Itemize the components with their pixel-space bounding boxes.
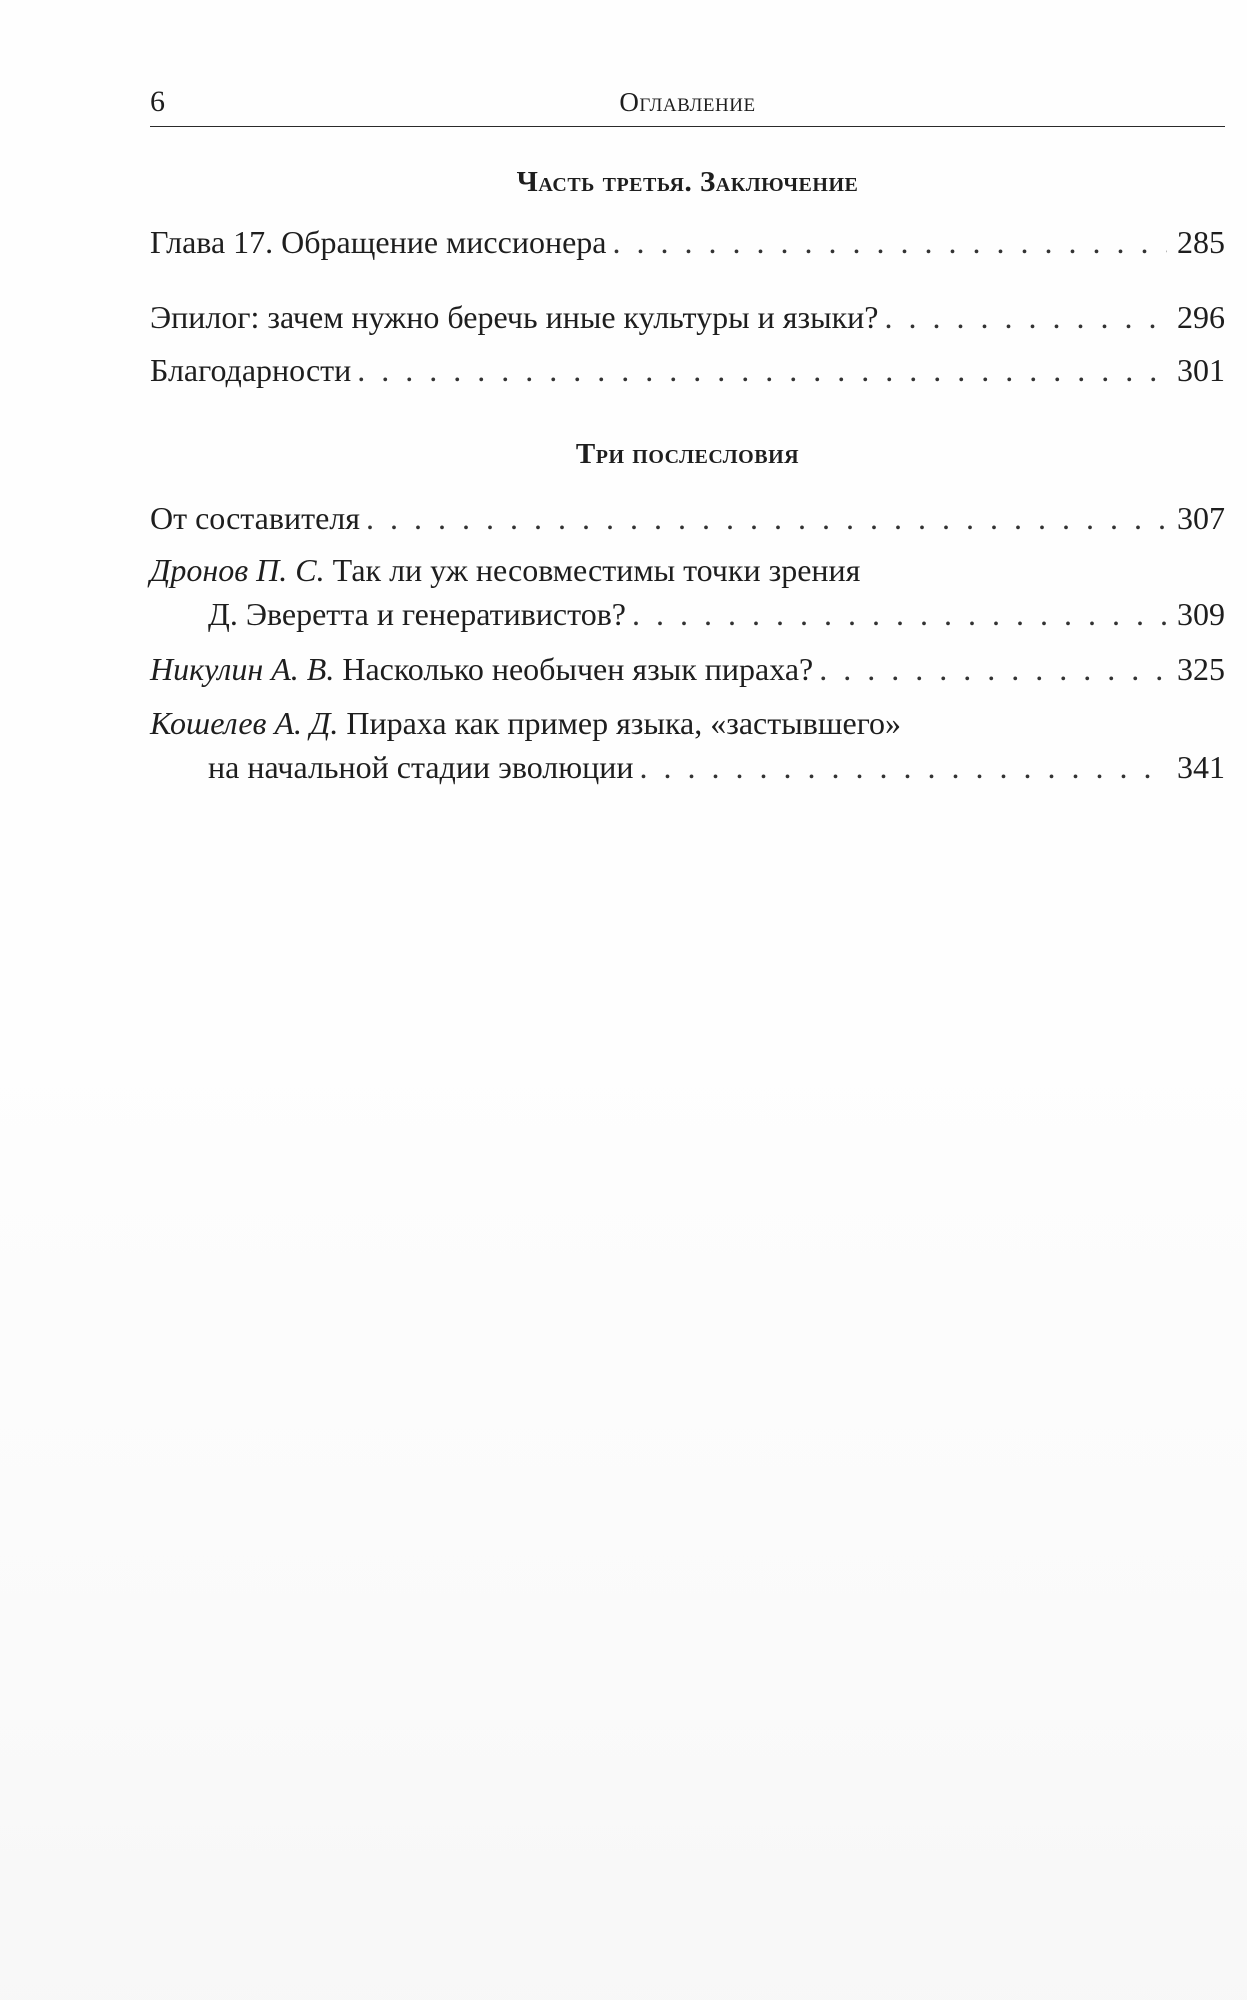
entry-title-line2: Д. Эверетта и генеративистов? (208, 596, 626, 632)
entry-page-number: 285 (1177, 224, 1225, 260)
entry-title: Насколько необычен язык пираха? (342, 651, 814, 687)
dot-leader (357, 350, 1167, 390)
page-number: 6 (150, 85, 165, 118)
entry-title-line1: Так ли уж несовместимы точки зрения (332, 552, 861, 588)
dot-leader (632, 594, 1167, 634)
entry-author: Кошелев А. Д. (150, 705, 339, 741)
running-title: Оглавление (619, 87, 756, 117)
entry-author: Дронов П. С. (150, 552, 325, 588)
toc-entry[interactable] (150, 649, 1225, 689)
dot-leader (884, 297, 1167, 337)
entry-page-number: 301 (1177, 352, 1225, 388)
entry-title-line2: на начальной стадии эволюции (208, 749, 634, 785)
running-head (150, 82, 1225, 127)
entry-title: Благодарности (150, 352, 352, 388)
dot-leader (819, 649, 1167, 689)
toc-entry[interactable] (150, 297, 1225, 337)
dot-leader (640, 747, 1167, 787)
entry-title: Эпилог: зачем нужно беречь иные культуры и языки? (150, 299, 879, 335)
section-title: Часть третья. Заключение (516, 166, 859, 198)
entry-page-number: 296 (1177, 299, 1225, 335)
paper-show-through (0, 1000, 1247, 2000)
entry-title: Глава 17. Обращение миссионера (150, 224, 607, 260)
toc-entry[interactable] (150, 350, 1225, 390)
entry-page-number: 309 (1177, 596, 1225, 632)
dot-leader (366, 498, 1167, 538)
section-title: Три послесловия (575, 438, 800, 470)
entry-page-number: 307 (1177, 500, 1225, 536)
entry-title: От составителя (150, 500, 360, 536)
entry-page-number: 325 (1177, 651, 1225, 687)
entry-title-line1: Пираха как пример языка, «застывшего» (346, 705, 902, 741)
toc-entry[interactable] (150, 222, 1225, 262)
entry-page-number: 341 (1177, 749, 1225, 785)
dot-leader (612, 222, 1167, 262)
toc-entry[interactable] (150, 498, 1225, 538)
entry-author: Никулин А. В. (150, 651, 335, 687)
toc-entry[interactable] (150, 703, 1225, 787)
toc-entry[interactable] (150, 550, 1225, 634)
